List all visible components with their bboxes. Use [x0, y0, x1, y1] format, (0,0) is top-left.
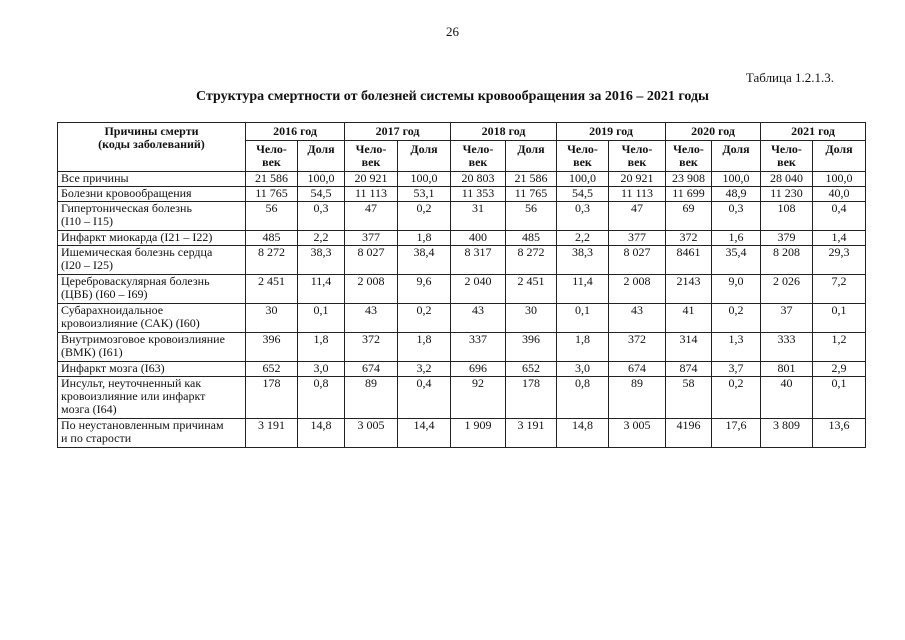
header-subcol [506, 141, 557, 172]
header-subcol [345, 141, 398, 172]
cause-line: Субарахноидальное [61, 303, 164, 317]
value-cell: 0,2 [398, 304, 451, 333]
cause-line: (ВМК) (I61) [61, 345, 123, 359]
value-cell: 2,2 [298, 231, 345, 246]
value-cell: 35,4 [712, 246, 761, 275]
value-cell: 1,3 [712, 333, 761, 362]
cause-cell [58, 172, 246, 187]
header-subcol-line: Чело- [567, 142, 598, 156]
value-cell: 11 230 [761, 187, 813, 202]
value-cell: 396 [506, 333, 557, 362]
value-cell: 21 586 [506, 172, 557, 187]
value-cell: 2143 [666, 275, 712, 304]
value-cell: 674 [345, 362, 398, 377]
header-subcol [557, 141, 609, 172]
header-subcol-line: Доля [517, 142, 545, 156]
header-subcol-line: век [468, 155, 488, 169]
header-year-2017: 2017 год [345, 123, 451, 141]
header-subcol-line: век [627, 155, 647, 169]
header-subcol [298, 141, 345, 172]
table-label: Таблица 1.2.1.3. [745, 70, 834, 85]
value-cell: 0,4 [398, 377, 451, 419]
header-subcol-line: Чело- [621, 142, 653, 156]
value-cell: 485 [506, 231, 557, 246]
value-cell: 3 809 [761, 419, 813, 448]
value-cell: 178 [246, 377, 298, 419]
table-row [58, 172, 866, 187]
header-subcol-line: Доля [722, 142, 750, 156]
value-cell: 652 [246, 362, 298, 377]
header-subcol [666, 141, 712, 172]
header-subcol-line: век [777, 155, 796, 169]
value-cell: 11 699 [666, 187, 712, 202]
value-cell: 0,3 [712, 202, 761, 231]
value-cell: 4196 [666, 419, 712, 448]
cause-cell [58, 333, 246, 362]
value-cell: 11 765 [246, 187, 298, 202]
header-subcol [398, 141, 451, 172]
header-row-years [58, 123, 866, 141]
value-cell: 1,2 [813, 333, 866, 362]
value-cell: 0,1 [813, 377, 866, 419]
value-cell: 20 921 [609, 172, 666, 187]
cause-line: Цереброваскулярная болезнь [61, 274, 210, 288]
value-cell: 11,4 [298, 275, 345, 304]
header-cause-line1: Причины смерти [104, 124, 199, 138]
value-cell: 652 [506, 362, 557, 377]
value-cell: 47 [345, 202, 398, 231]
value-cell: 8461 [666, 246, 712, 275]
cause-line: и по старости [61, 431, 132, 445]
value-cell: 1,6 [712, 231, 761, 246]
value-cell: 372 [345, 333, 398, 362]
value-cell: 379 [761, 231, 813, 246]
header-subcol-line: век [262, 155, 281, 169]
value-cell: 0,2 [712, 377, 761, 419]
value-cell: 20 921 [345, 172, 398, 187]
value-cell: 14,8 [557, 419, 609, 448]
value-cell: 100,0 [813, 172, 866, 187]
value-cell: 485 [246, 231, 298, 246]
header-subcol-line: Доля [825, 142, 853, 156]
cause-line: Болезни кровообращения [61, 186, 192, 200]
value-cell: 0,3 [557, 202, 609, 231]
value-cell: 3,0 [298, 362, 345, 377]
value-cell: 47 [609, 202, 666, 231]
cause-line: Гипертоническая болезнь [61, 201, 192, 215]
value-cell: 30 [246, 304, 298, 333]
header-subcol-line: Доля [307, 142, 335, 156]
value-cell: 674 [609, 362, 666, 377]
value-cell: 13,6 [813, 419, 866, 448]
value-cell: 20 803 [451, 172, 506, 187]
value-cell: 11 353 [451, 187, 506, 202]
value-cell: 58 [666, 377, 712, 419]
value-cell: 89 [345, 377, 398, 419]
value-cell: 48,9 [712, 187, 761, 202]
value-cell: 7,2 [813, 275, 866, 304]
cause-line: По неустановленным причинам [61, 418, 224, 432]
value-cell: 3 191 [246, 419, 298, 448]
header-subcol [761, 141, 813, 172]
value-cell: 11 113 [345, 187, 398, 202]
value-cell: 1,8 [398, 231, 451, 246]
value-cell: 3 191 [506, 419, 557, 448]
value-cell: 38,4 [398, 246, 451, 275]
value-cell: 2,9 [813, 362, 866, 377]
value-cell: 31 [451, 202, 506, 231]
header-cause-line2: (коды заболеваний) [98, 137, 205, 151]
value-cell: 400 [451, 231, 506, 246]
value-cell: 0,2 [712, 304, 761, 333]
value-cell: 1,8 [398, 333, 451, 362]
value-cell: 8 272 [506, 246, 557, 275]
value-cell: 8 272 [246, 246, 298, 275]
value-cell: 54,5 [557, 187, 609, 202]
header-subcol-line: Доля [410, 142, 438, 156]
value-cell: 696 [451, 362, 506, 377]
table-title: Структура смертности от болезней системы кровообращения за 2016 – 2021 годы [196, 89, 709, 104]
value-cell: 37 [761, 304, 813, 333]
value-cell: 9,0 [712, 275, 761, 304]
cause-cell [58, 419, 246, 448]
value-cell: 1,8 [298, 333, 345, 362]
value-cell: 0,2 [398, 202, 451, 231]
value-cell: 92 [451, 377, 506, 419]
value-cell: 29,3 [813, 246, 866, 275]
cause-line: мозга (I64) [61, 402, 117, 416]
value-cell: 377 [345, 231, 398, 246]
cause-cell [58, 187, 246, 202]
value-cell: 2 040 [451, 275, 506, 304]
cause-line: кровоизлияние или инфаркт [61, 389, 206, 403]
value-cell: 30 [506, 304, 557, 333]
value-cell: 2 008 [609, 275, 666, 304]
value-cell: 11 765 [506, 187, 557, 202]
value-cell: 108 [761, 202, 813, 231]
value-cell: 3,7 [712, 362, 761, 377]
table-row [58, 246, 866, 275]
cause-cell [58, 304, 246, 333]
value-cell: 314 [666, 333, 712, 362]
value-cell: 23 908 [666, 172, 712, 187]
table-row [58, 187, 866, 202]
header-subcol-line: Чело- [771, 142, 802, 156]
cause-cell [58, 377, 246, 419]
cause-line: кровоизлияние (САК) (I60) [61, 316, 200, 330]
value-cell: 21 586 [246, 172, 298, 187]
table-row [58, 202, 866, 231]
value-cell: 0,4 [813, 202, 866, 231]
table-body [58, 172, 866, 448]
value-cell: 2 008 [345, 275, 398, 304]
value-cell: 8 317 [451, 246, 506, 275]
value-cell: 9,6 [398, 275, 451, 304]
value-cell: 8 027 [345, 246, 398, 275]
value-cell: 53,1 [398, 187, 451, 202]
value-cell: 0,1 [557, 304, 609, 333]
header-subcol [451, 141, 506, 172]
value-cell: 14,4 [398, 419, 451, 448]
value-cell: 0,3 [298, 202, 345, 231]
header-year-2021: 2021 год [761, 123, 866, 141]
header-subcol-line: век [361, 155, 381, 169]
header-cause [58, 123, 246, 172]
value-cell: 3 005 [609, 419, 666, 448]
table-row [58, 275, 866, 304]
cause-line: Ишемическая болезнь сердца [61, 245, 213, 259]
value-cell: 56 [506, 202, 557, 231]
value-cell: 43 [451, 304, 506, 333]
value-cell: 1,8 [557, 333, 609, 362]
table-row [58, 362, 866, 377]
value-cell: 43 [609, 304, 666, 333]
value-cell: 43 [345, 304, 398, 333]
value-cell: 100,0 [398, 172, 451, 187]
header-subcol-line: век [573, 155, 592, 169]
value-cell: 396 [246, 333, 298, 362]
cause-line: Инфаркт мозга (I63) [61, 361, 165, 375]
value-cell: 38,3 [557, 246, 609, 275]
table-row [58, 231, 866, 246]
header-subcol [246, 141, 298, 172]
value-cell: 337 [451, 333, 506, 362]
header-subcol [712, 141, 761, 172]
value-cell: 40 [761, 377, 813, 419]
value-cell: 54,5 [298, 187, 345, 202]
value-cell: 3 005 [345, 419, 398, 448]
header-subcol [813, 141, 866, 172]
header-year-2019: 2019 год [557, 123, 666, 141]
cause-line: Инсульт, неуточненный как [61, 376, 202, 390]
value-cell: 40,0 [813, 187, 866, 202]
table-row [58, 304, 866, 333]
value-cell: 2 026 [761, 275, 813, 304]
value-cell: 100,0 [298, 172, 345, 187]
cause-line: (ЦВБ) (I60 – I69) [61, 287, 148, 301]
value-cell: 3,2 [398, 362, 451, 377]
value-cell: 0,8 [298, 377, 345, 419]
value-cell: 377 [609, 231, 666, 246]
value-cell: 874 [666, 362, 712, 377]
value-cell: 17,6 [712, 419, 761, 448]
value-cell: 0,1 [298, 304, 345, 333]
value-cell: 3,0 [557, 362, 609, 377]
value-cell: 11 113 [609, 187, 666, 202]
value-cell: 1 909 [451, 419, 506, 448]
value-cell: 0,8 [557, 377, 609, 419]
table-row [58, 419, 866, 448]
page-number: 26 [446, 24, 459, 39]
cause-cell [58, 231, 246, 246]
cause-cell [58, 246, 246, 275]
cause-line: (I10 – I15) [61, 214, 113, 228]
value-cell: 2,2 [557, 231, 609, 246]
header-year-2018: 2018 год [451, 123, 557, 141]
value-cell: 41 [666, 304, 712, 333]
cause-line: Инфаркт миокарда (I21 – I22) [61, 230, 213, 244]
value-cell: 100,0 [712, 172, 761, 187]
value-cell: 1,4 [813, 231, 866, 246]
header-subcol-line: Чело- [355, 142, 387, 156]
value-cell: 28 040 [761, 172, 813, 187]
cause-cell [58, 202, 246, 231]
table-row [58, 377, 866, 419]
value-cell: 14,8 [298, 419, 345, 448]
header-subcol [609, 141, 666, 172]
value-cell: 100,0 [557, 172, 609, 187]
value-cell: 56 [246, 202, 298, 231]
value-cell: 8 027 [609, 246, 666, 275]
cause-line: Все причины [61, 171, 129, 185]
value-cell: 8 208 [761, 246, 813, 275]
value-cell: 2 451 [246, 275, 298, 304]
value-cell: 11,4 [557, 275, 609, 304]
value-cell: 333 [761, 333, 813, 362]
cause-line: Внутримозговое кровоизлияние [61, 332, 225, 346]
value-cell: 69 [666, 202, 712, 231]
value-cell: 178 [506, 377, 557, 419]
table-row [58, 333, 866, 362]
value-cell: 38,3 [298, 246, 345, 275]
value-cell: 89 [609, 377, 666, 419]
value-cell: 0,1 [813, 304, 866, 333]
header-subcol-line: век [679, 155, 698, 169]
header-year-2020: 2020 год [666, 123, 761, 141]
value-cell: 801 [761, 362, 813, 377]
value-cell: 2 451 [506, 275, 557, 304]
header-subcol-line: Чело- [256, 142, 287, 156]
header-subcol-line: Чело- [673, 142, 704, 156]
value-cell: 372 [609, 333, 666, 362]
cause-line: (I20 – I25) [61, 258, 113, 272]
header-year-2016: 2016 год [246, 123, 345, 141]
value-cell: 372 [666, 231, 712, 246]
cause-cell [58, 275, 246, 304]
header-subcol-line: Чело- [462, 142, 494, 156]
cause-cell [58, 362, 246, 377]
mortality-table [57, 122, 866, 448]
